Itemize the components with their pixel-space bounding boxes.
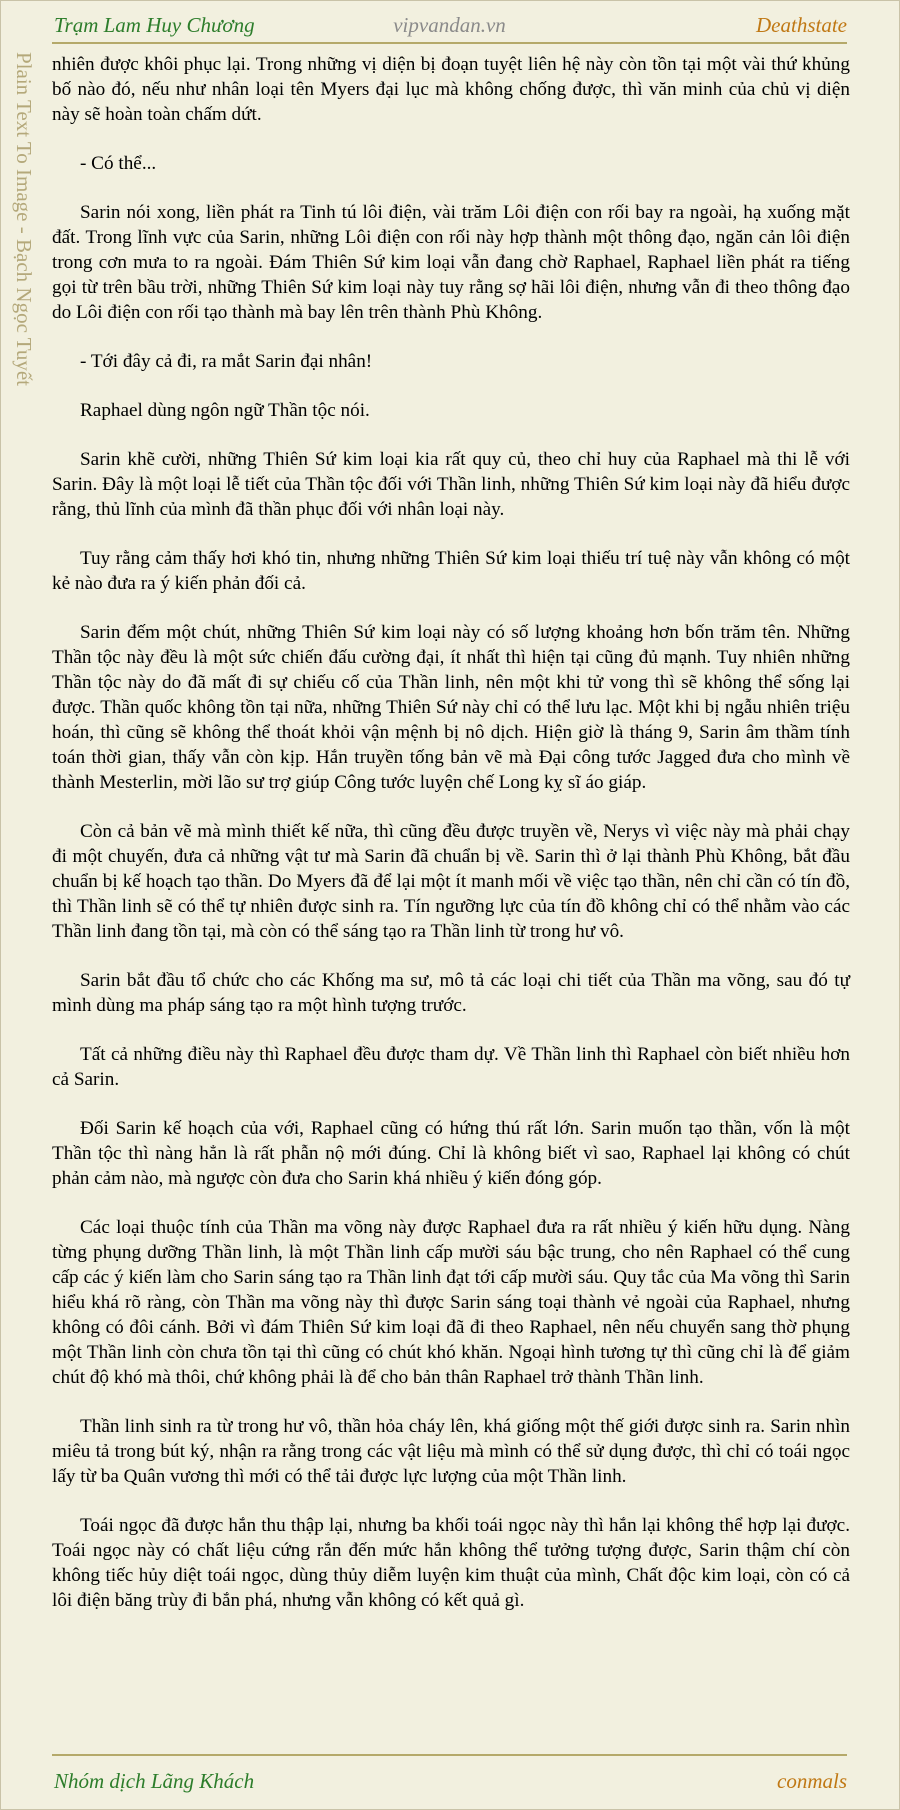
paragraph: nhiên được khôi phục lại. Trong những vị diện bị đoạn tuyệt liên hệ này còn tồn tại một vài thứ khủng bố nào đó, nếu như nhân loại tên Myers đại lục mà không chống được, thì văn minh của chủ vị diện này sẽ hoàn toàn chấm dứt. [52,54,850,125]
paragraph: Đối Sarin kế hoạch của với, Raphael cũng có hứng thú rất lớn. Sarin muốn tạo thần, vốn là một Thần tộc thì nàng hẳn là rất phẫn nộ mới đúng. Chỉ là không biết vì sao, Raphael lại không có chút phản cảm nào, mà ngược còn đưa cho Sarin khá nhiều ý kiến đóng góp. [52,1118,850,1189]
side-watermark-text: Plain Text To Image - Bạch Ngọc Tuyết [12,52,36,387]
paragraph: Sarin đếm một chút, những Thiên Sứ kim loại này có số lượng khoảng hơn bốn trăm tên. Những Thần tộc này đều là một sức chiến đấu cường đại, ít nhất thì hiện tại cũng đủ mạnh. Tuy nhiên những Thần tộc này do đã mất đi sự chiếu cố của Thần linh, nên một khi tử vong thì sẽ không thể sống lại được. Thần quốc không tồn tại nữa, những Thiên Sứ này chỉ có thể lưu lạc. Một khi bị ngẫu nhiên triệu hoán, thì cũng sẽ không thể thoát khỏi vận mệnh bị nô dịch. Hiện giờ là tháng 9, Sarin âm thầm tính toán thời gian, thấy vẫn còn kịp. Hắn truyền tống bản vẽ mà Đại công tước Jagged đưa cho mình về thành Mesterlin, mời lão sư trợ giúp Công tước luyện chế Long kỵ sĩ áo giáp. [52,622,850,793]
footer-translator-group: Nhóm dịch Lãng Khách [54,1769,255,1793]
paragraph: Sarin nói xong, liền phát ra Tinh tú lôi điện, vài trăm Lôi điện con rối bay ra ngoài, hạ xuống mặt đất. Trong lĩnh vực của Sarin, những Lôi điện con rối này hợp thành một thông đạo, ngăn cản lôi điện trong cơn mưa to ra ngoài. Đám Thiên Sứ kim loại vẫn đang chờ Raphael, Raphael liền phát ra tiếng gọi từ trên bầu trời, những Thiên Sứ kim loại này tuy rằng sợ hãi lôi điện, nhưng vẫn đi theo thông đạo do Lôi điện con rối tạo thành mà bay lên trên thành Phù Không. [52,202,850,323]
paragraph: Còn cả bản vẽ mà mình thiết kế nữa, thì cũng đều được truyền về, Nerys vì việc này mà phải chạy đi một chuyến, đưa cả những vật tư mà Sarin đã chuẩn bị về. Sarin thì ở lại thành Phù Không, bắt đầu chuẩn bị kế hoạch tạo thần. Do Myers đã để lại một ít manh mối về việc tạo thần, nên chỉ cần có tín đồ, thì Thần linh sẽ có thể tự nhiên được sinh ra. Tín ngưỡng lực của tín đồ không chỉ có thể nhằm vào các Thần linh đang tồn tại, mà còn có thể sáng tạo ra Thần linh từ trong hư vô. [52,821,850,942]
header-divider [52,42,847,44]
paragraph: Tuy rằng cảm thấy hơi khó tin, nhưng những Thiên Sứ kim loại thiếu trí tuệ này vẫn không có một kẻ nào đưa ra ý kiến phản đối cả. [52,548,850,594]
story-text [52,52,850,1637]
paragraph: Các loại thuộc tính của Thần ma võng này được Raphael đưa ra rất nhiều ý kiến hữu dụng. Nàng từng phụng dưỡng Thần linh, là một Thần linh cấp mười sáu bậc trung, cho nên Raphael có thể cung cấp các ý kiến làm cho Sarin sáng tạo ra Thần linh đạt tới cấp mười sáu. Quy tắc của Ma võng thì Sarin hiểu khá rõ ràng, còn Thần ma võng này thì được Sarin sáng toại thành vẻ ngoài của Raphael, nhưng không có đôi cánh. Bởi vì đám Thiên Sứ kim loại đã đi theo Raphael, nên nếu chuyển sang thờ phụng một Thần linh còn chưa tồn tại thì cũng có chút khó khăn. Ngoại hình tương tự thì cũng chỉ là để giảm chút độ khó mà thôi, chứ không phải là để cho bản thân Raphael trở thành Thần linh. [52,1217,850,1388]
paragraph: Sarin khẽ cười, những Thiên Sứ kim loại kia rất quy củ, theo chỉ huy của Raphael mà thi lễ với Sarin. Đây là một loại lễ tiết của Thần tộc đối với Thần linh, những Thiên Sứ kim loại này đã hiểu được rằng, thủ lĩnh của mình đã thần phục đối với nhân loại này. [52,449,850,520]
header-site-name: Trạm Lam Huy Chương [54,13,255,37]
paragraph: Tất cả những điều này thì Raphael đều được tham dự. Về Thần linh thì Raphael còn biết nhiều hơn cả Sarin. [52,1044,850,1090]
page-header [52,10,847,40]
paragraph: - Có thể... [80,153,157,174]
page-footer [52,1766,847,1798]
paragraph: Toái ngọc đã được hắn thu thập lại, nhưng ba khối toái ngọc này thì hắn lại không thể hợp lại được. Toái ngọc này có chất liệu cứng rắn đến mức hắn không thể tưởng tượng được, Sarin thậm chí còn không tiếc hủy diệt toái ngọc, dùng thủy diễm luyện kim thuật của mình, Chất độc kim loại, còn có cả lôi điện băng trùy đi bắn phá, nhưng vẫn không có kết quả gì. [52,1515,850,1611]
header-url: vipvandan.vn [393,13,506,37]
paragraph: Thần linh sinh ra từ trong hư vô, thần hỏa cháy lên, khá giống một thế giới được sinh ra. Sarin nhìn miêu tả trong bút ký, nhận ra rằng trong các vật liệu mà mình có thể sử dụng được, thì chỉ có toái ngọc lấy từ ba Quân vương thì mới có thể tải được lực lượng của một Thần linh. [52,1416,850,1487]
paragraph: Raphael dùng ngôn ngữ Thần tộc nói. [80,400,370,421]
footer-editor: conmals [777,1769,847,1793]
footer-divider [52,1754,847,1756]
header-author: Deathstate [756,13,847,37]
paragraph: Sarin bắt đầu tổ chức cho các Khống ma sư, mô tả các loại chi tiết của Thần ma võng, sau đó tự mình dùng ma pháp sáng tạo ra một hình tượng trước. [52,970,850,1016]
paragraph: - Tới đây cả đi, ra mắt Sarin đại nhân! [80,351,373,372]
